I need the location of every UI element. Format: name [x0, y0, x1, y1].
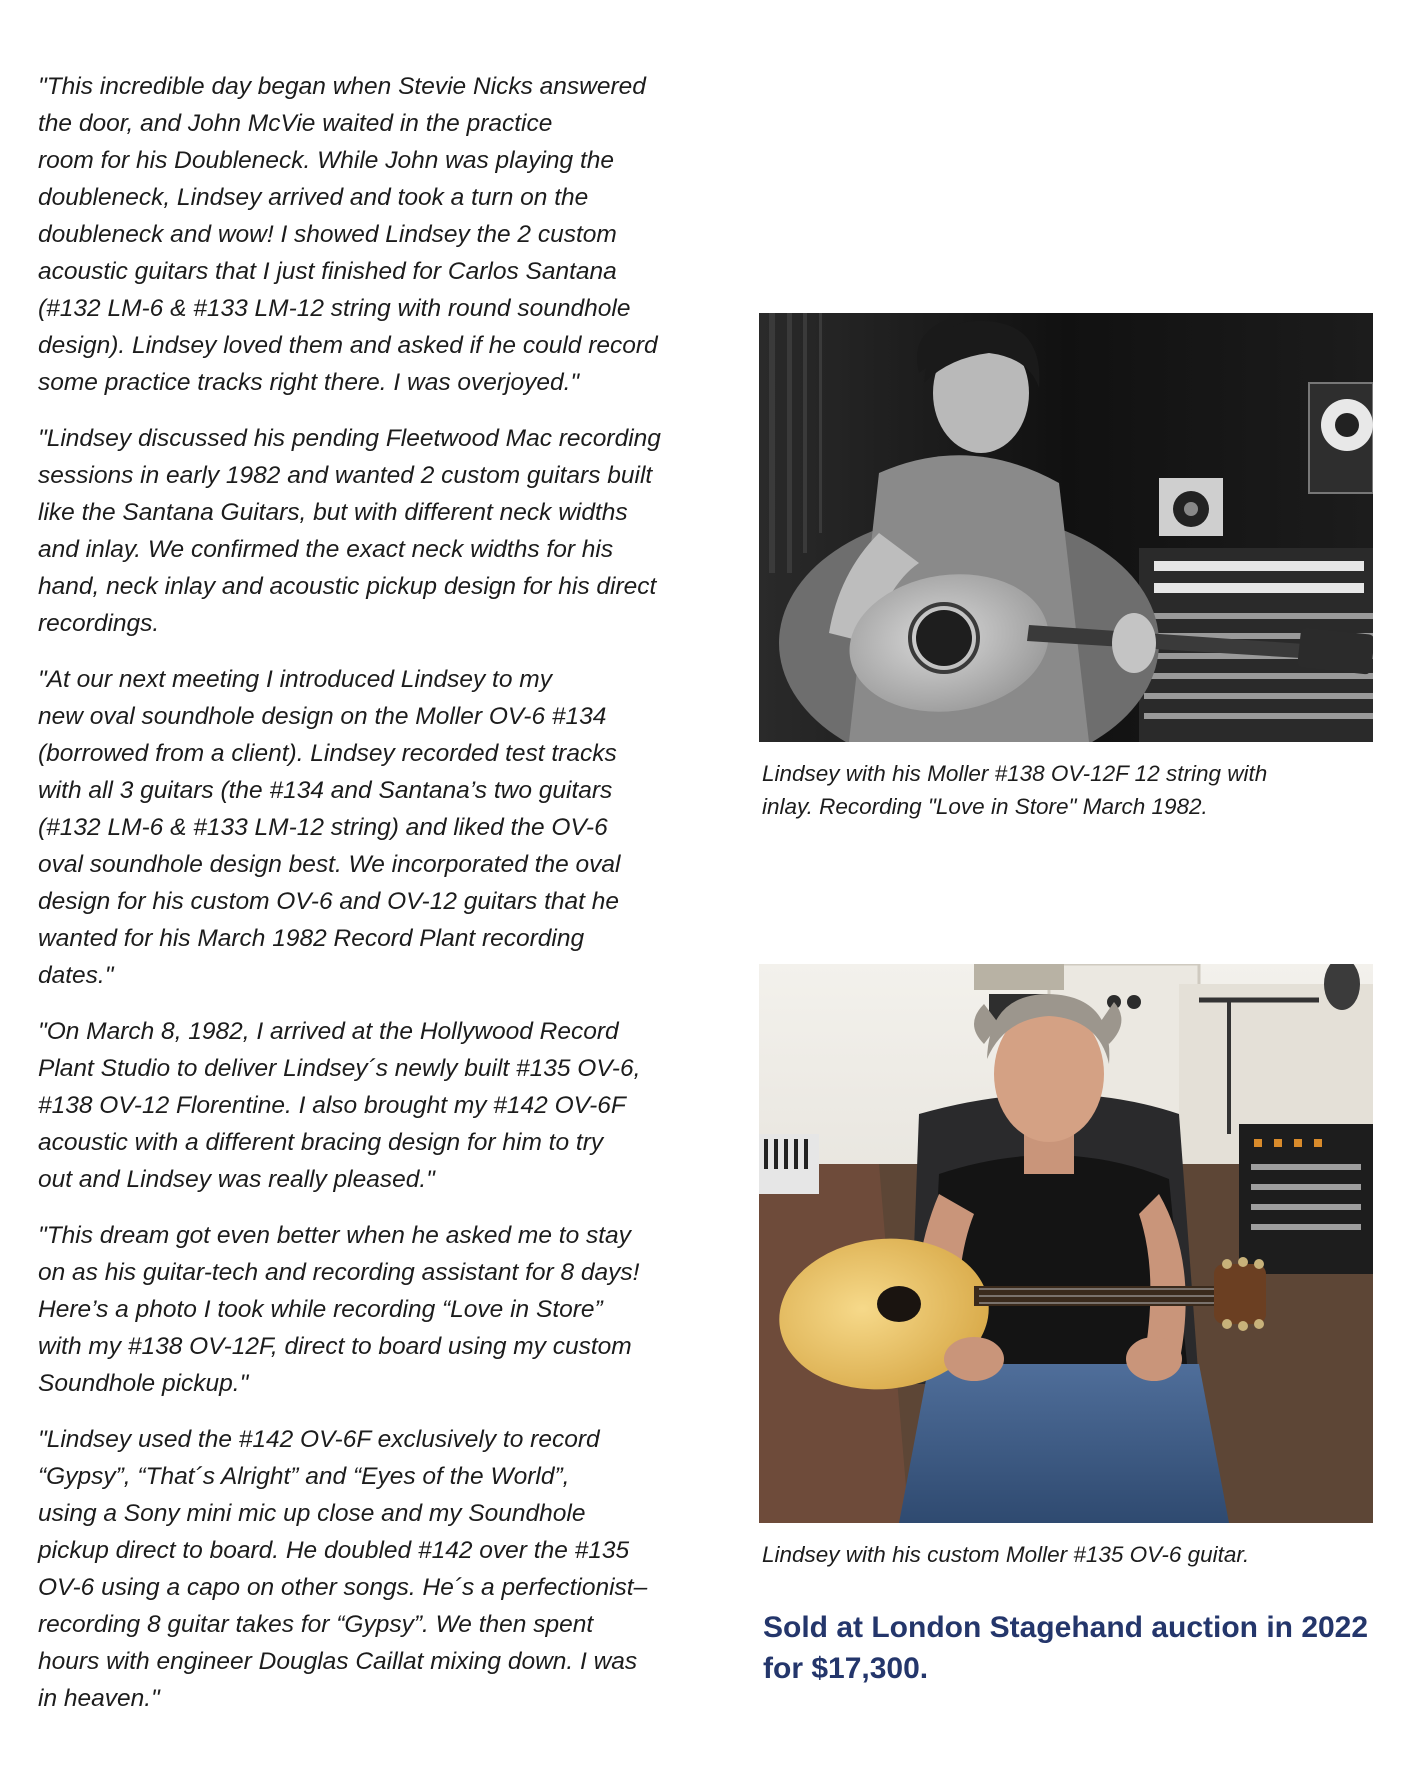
paragraph-line: acoustic guitars that I just finished for Carlos Santana: [38, 258, 617, 285]
paragraph-line: recording 8 guitar takes for “Gypsy”. We then spent: [38, 1611, 594, 1638]
paragraph-line: with all 3 guitars (the #134 and Santana’s two guitars: [38, 777, 613, 804]
paragraph-line: with my #138 OV-12F, direct to board using my custom: [38, 1333, 632, 1360]
caption-line: inlay. Recording "Love in Store" March 1982.: [762, 794, 1208, 819]
story-column: [38, 68, 728, 1736]
paragraph-line: design). Lindsey loved them and asked if he could record: [38, 332, 658, 359]
paragraph-line: design for his custom OV-6 and OV-12 guitars that he: [38, 888, 620, 915]
studio-photo-illustration: [759, 313, 1373, 742]
paragraph-line: room for his Doubleneck. While John was playing the: [38, 147, 615, 174]
paragraph-line: "On March 8, 1982, I arrived at the Hollywood Record: [38, 1018, 619, 1045]
paragraph-4: [38, 1013, 728, 1198]
paragraph-line: #138 OV-12 Florentine. I also brought my #142 OV-6F: [38, 1092, 626, 1119]
paragraph-line: (#132 LM-6 & #133 LM-12 string) and liked the OV-6: [38, 814, 608, 841]
home-photo-caption: [762, 1538, 1249, 1571]
paragraph-line: (#132 LM-6 & #133 LM-12 string with round soundhole: [38, 295, 631, 322]
paragraph-line: acoustic with a different bracing design for him to try: [38, 1129, 604, 1156]
caption-line: Lindsey with his Moller #138 OV-12F 12 string with: [762, 761, 1268, 786]
sold-line: Sold at London Stagehand auction in 2022: [763, 1611, 1369, 1644]
paragraph-1: [38, 68, 728, 401]
paragraph-line: in heaven.": [38, 1685, 160, 1712]
paragraph-6: [38, 1421, 728, 1717]
paragraph-line: some practice tracks right there. I was overjoyed.": [38, 369, 580, 396]
paragraph-line: sessions in early 1982 and wanted 2 custom guitars built: [38, 462, 653, 489]
paragraph-3: [38, 661, 728, 994]
paragraph-line: OV-6 using a capo on other songs. He´s a perfectionist–: [38, 1574, 648, 1601]
paragraph-line: on as his guitar-tech and recording assistant for 8 days!: [38, 1259, 640, 1286]
paragraph-line: dates.": [38, 962, 114, 989]
paragraph-line: "This dream got even better when he asked me to stay: [38, 1222, 631, 1249]
paragraph-line: pickup direct to board. He doubled #142 over the #135: [38, 1537, 630, 1564]
studio-photo-caption: [762, 757, 1267, 823]
paragraph-line: "Lindsey discussed his pending Fleetwood Mac recording: [38, 425, 661, 452]
paragraph-line: hand, neck inlay and acoustic pickup design for his direct: [38, 573, 657, 600]
paragraph-line: Plant Studio to deliver Lindsey´s newly built #135 OV-6,: [38, 1055, 641, 1082]
paragraph-line: doubleneck and wow! I showed Lindsey the 2 custom: [38, 221, 617, 248]
paragraph-line: “Gypsy”, “That´s Alright” and “Eyes of the World”,: [38, 1463, 570, 1490]
auction-sale-note: [763, 1607, 1368, 1689]
paragraph-line: using a Sony mini mic up close and my Soundhole: [38, 1500, 586, 1527]
paragraph-line: oval soundhole design best. We incorporated the oval: [38, 851, 621, 878]
home-photo-illustration: [759, 964, 1373, 1523]
home-photo: [759, 964, 1373, 1523]
sold-line: for $17,300.: [763, 1652, 929, 1685]
paragraph-line: "Lindsey used the #142 OV-6F exclusively to record: [38, 1426, 600, 1453]
paragraph-line: recordings.: [38, 610, 160, 637]
paragraph-line: "This incredible day began when Stevie Nicks answered: [38, 73, 646, 100]
paragraph-line: Here’s a photo I took while recording “Love in Store”: [38, 1296, 603, 1323]
paragraph-line: Soundhole pickup.": [38, 1370, 249, 1397]
paragraph-line: the door, and John McVie waited in the practice: [38, 110, 553, 137]
paragraph-2: [38, 420, 728, 642]
paragraph-line: like the Santana Guitars, but with different neck widths: [38, 499, 628, 526]
paragraph-line: and inlay. We confirmed the exact neck widths for his: [38, 536, 614, 563]
paragraph-line: new oval soundhole design on the Moller OV-6 #134: [38, 703, 607, 730]
caption-line: Lindsey with his custom Moller #135 OV-6 guitar.: [762, 1542, 1250, 1567]
paragraph-5: [38, 1217, 728, 1402]
paragraph-line: wanted for his March 1982 Record Plant recording: [38, 925, 585, 952]
paragraph-line: (borrowed from a client). Lindsey recorded test tracks: [38, 740, 617, 767]
paragraph-line: doubleneck, Lindsey arrived and took a turn on the: [38, 184, 589, 211]
paragraph-line: hours with engineer Douglas Caillat mixing down. I was: [38, 1648, 638, 1675]
paragraph-line: "At our next meeting I introduced Lindsey to my: [38, 666, 552, 693]
studio-photo: [759, 313, 1373, 742]
paragraph-line: out and Lindsey was really pleased.": [38, 1166, 435, 1193]
